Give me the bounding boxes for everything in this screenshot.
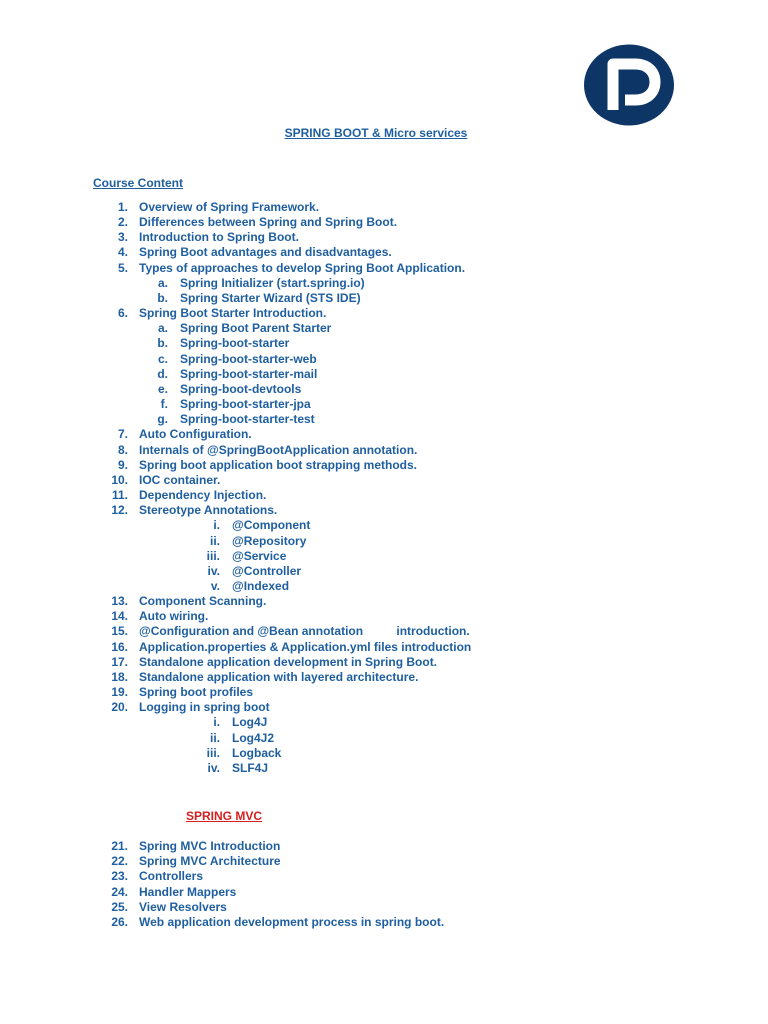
list-item-text: Spring-boot-starter-mail [180,366,318,381]
list-item-number: 16. [111,639,128,654]
list-item-number: a. [157,321,168,336]
list-item-text: Spring boot application boot strapping methods. [139,457,417,472]
list-item-text: @Component [232,518,311,533]
list-item-text: Dependency Injection. [139,488,267,503]
course-content-heading: Course Content [93,176,183,190]
list-item-text: Types of approaches to develop Spring Boot Application. [139,260,466,275]
list-item-number: iii. [206,548,220,563]
list-item-text: Differences between Spring and Spring Boot. [139,215,398,230]
list-item-number: c. [157,351,168,366]
list-item-text: Standalone application development in Spring Boot. [139,654,438,669]
list-item-number: f. [160,397,168,412]
list-item-text: Spring Initializer (start.spring.io) [180,275,365,290]
list-item-text: Controllers [139,869,204,884]
list-item-number: 5. [117,260,128,275]
list-item-number: 4. [117,245,128,260]
list-item-number: 12. [111,503,128,518]
list-item-text: Spring-boot-starter-test [180,412,315,427]
list-item-number: 15. [111,624,128,639]
list-item-number: 23. [111,869,128,884]
list-item-text: Web application development process in spring boot. [139,915,445,929]
list-item-number: iv. [207,563,220,578]
list-item-number: iv. [207,760,220,775]
list-item-number: 22. [111,854,128,869]
list-item-number: 2. [117,215,128,230]
list-item-text: Spring Boot Starter Introduction. [139,306,327,321]
list-item-number: 17. [111,654,128,669]
list-item-text: Overview of Spring Framework. [139,200,320,214]
list-item-number: 21. [111,839,128,853]
list-item-number: 14. [111,609,128,624]
document-title: SPRING BOOT & Micro services [284,126,468,140]
list-item-text: @Service [232,548,287,563]
list-item-text: Auto wiring. [139,609,209,624]
list-item-text: Spring-boot-starter-web [180,351,317,366]
list-item-number: ii. [209,533,220,548]
list-item-number: e. [157,381,168,396]
list-item-text: Logback [232,745,282,760]
list-item-number: 24. [111,884,128,899]
list-item-number: i. [213,715,220,730]
list-item-number: 10. [111,472,128,487]
list-item-number: 25. [111,899,128,914]
list-item-text: Spring MVC Architecture [139,854,281,869]
list-item-text: Introduction to Spring Boot. [139,230,299,245]
list-item-text: Application.properties & Application.yml files introduction [139,639,472,654]
list-item-text: Spring MVC Introduction [139,839,281,853]
list-item-number: 11. [111,488,128,503]
list-item-number: 7. [117,427,128,442]
list-item-text: Auto Configuration. [139,427,252,442]
list-item-text: Internals of @SpringBootApplication annotation. [139,442,418,457]
list-item-text: Stereotype Annotations. [139,503,278,518]
list-item-number: 18. [111,669,128,684]
list-item-text: IOC container. [139,472,221,487]
list-item-number: i. [213,518,220,533]
list-item-text: Spring-boot-starter-jpa [180,397,311,412]
list-item-text: Spring-boot-devtools [180,381,302,396]
list-item-number: 8. [117,442,128,457]
list-item-number: 6. [117,306,128,321]
list-item-number: b. [157,336,168,351]
list-item-text: Logging in spring boot [139,700,270,715]
list-item-number: d. [157,366,168,381]
list-item-text: Spring Boot Parent Starter [180,321,332,336]
list-item-number: v. [210,579,220,593]
list-item-text: View Resolvers [139,899,227,914]
list-item-number: 3. [117,230,128,245]
list-item-number: 1. [117,200,128,214]
list-item-number: 26. [111,915,128,929]
list-item-number: 20. [111,700,128,715]
list-item-text: Handler Mappers [139,884,237,899]
list-item-text: Standalone application with layered architecture. [139,669,419,684]
list-item-number: ii. [209,730,220,745]
list-item-text: Log4J2 [232,730,275,745]
list-item-text: Spring boot profiles [139,685,253,700]
list-item-text: SLF4J [232,760,269,775]
list-item-number: 19. [111,685,128,700]
spring-mvc-heading: SPRING MVC [186,809,263,823]
list-item-number: b. [157,290,168,305]
list-item-number: g. [157,412,168,427]
list-item-text: Log4J [232,715,268,730]
list-item-number: a. [157,275,168,290]
list-item-text: @Configuration and @Bean annotation introduction. [139,624,470,639]
list-item-text: @Controller [232,563,302,578]
list-item-number: iii. [206,745,220,760]
list-item-text: Spring Boot advantages and disadvantages. [139,245,392,260]
logo-circle [584,45,674,126]
list-item-text: Spring-boot-starter [180,336,290,351]
list-item-text: @Repository [232,533,307,548]
brand-logo [583,44,675,126]
list-item-text: Component Scanning. [139,594,267,609]
list-item-text: @Indexed [232,579,290,593]
list-item-number: 13. [111,594,128,609]
list-item-number: 9. [117,457,128,472]
list-item-text: Spring Starter Wizard (STS IDE) [180,290,361,305]
